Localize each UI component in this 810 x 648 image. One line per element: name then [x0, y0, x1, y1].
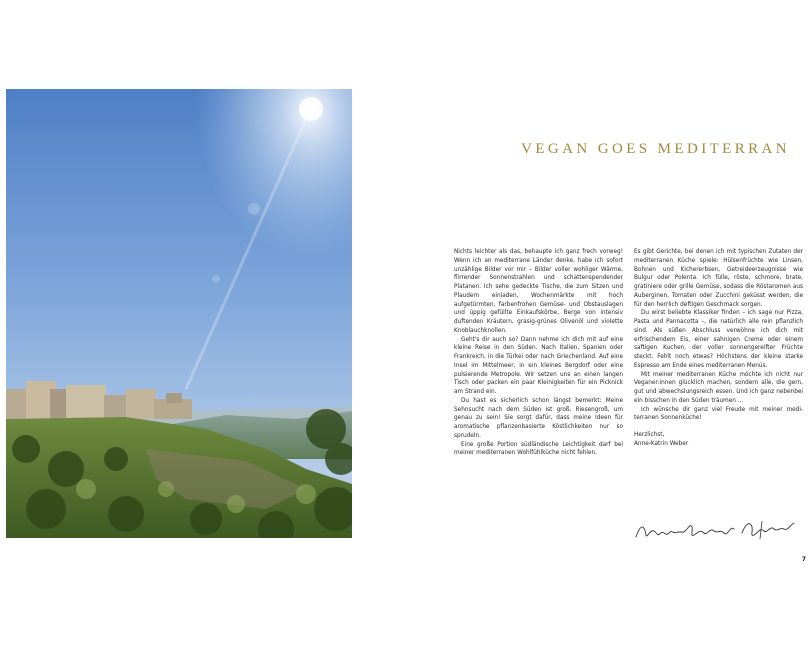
paragraph: Du hast es sicherlich schon längst bemerkt: Meine Sehnsucht nach dem Süden ist groß. Riesengroß, um genau zu sein! Sie sorgt dafür, dass meine Ideen für aromatische pflanzenbasierte Köstlichkeiten nur so sprudeln. — [454, 397, 623, 439]
page-title: VEGAN GOES MEDITERRAN — [521, 141, 790, 157]
paragraph: Mit meiner mediterranen Küche möchte ich nicht nur Veganer:innen glücklich machen, sondern alle, die gern, gut und abwechslungsreich essen. Und ich ganz nebenbei ein bisschen in den Süden träumen … — [634, 371, 803, 404]
paragraph: Ich wünsche dir ganz viel Freude mit meiner mediterranen Sonnenküche! — [634, 406, 803, 422]
paragraph: Du wirst beliebte Klassiker finden – ich sage nur Pizza, Pasta und Pannacotta –, die natürlich alle rein pflanzlich sind. Als süßen Abschluss verwöhne ich dich mit erfrischendem Eis, einer sahnigen Creme oder einem saftigen Kuchen, der voller sonnengereifter Früchte steckt. Fehlt noch etwas? Höchstens der kleine starke Espresso am Ende eines mediterranen Menüs. — [634, 310, 803, 369]
paragraph: Es gibt Gerichte, bei denen ich mit typischen Zutaten der mediterranen Küche spiele: Hülsenfrüchte wie Linsen, Bohnen und Kichererbsen, Getreideerzeugnisse wie Bulgur oder Polenta. Ich fülle, röste, schmore, brate, gratiniere oder grille Gemüse, sodass die Röstaromen aus Auberginen, Tomaten oder Zucchini geküsst werden, die für den herrlich deftigen Geschmack sorgen. — [634, 249, 803, 308]
text-column-right — [634, 248, 803, 449]
handwritten-signature — [634, 515, 800, 545]
closing-greeting: Herzlichst, — [634, 432, 665, 438]
landscape-photo — [6, 89, 352, 538]
author-name: Anne-Katrin Weber — [634, 440, 689, 447]
paragraph: Nichts leichter als das, behaupte ich ganz frech vorweg! Wenn ich an mediterrane Länder denke, habe ich sofort unzählige Bilder vor mir – Bilder voller wohliger Wärme, flirrender Sonnenstrahlen und schattenspendender Platanen. Ich sehe gedeckte Tische, die zum Sitzen und Plaudern einladen, Wochenmärkte mit hoch aufgetürmten, farbenfrohen Gemüse- und Obstauslagen und üppig gefüllte Einkaufskörbe, Berge von intensiv duftenden Kräutern, grasig-grünes Olivenöl und violette Knoblauchknollen. — [454, 249, 623, 334]
paragraph: Geht's dir auch so? Dann nehme ich dich mit auf eine kleine Reise in den Süden. Nach Italien, Spanien oder Frankreich, in die Türkei oder nach Griechenland. Auf eine Insel im Mittelmeer, in ein kleines Bergdorf oder eine pulsierende Metropole. Wir setzen uns an einen langen Tisch oder packen ein paar Kleinigkeiten für ein Picknick am Strand ein. — [454, 336, 623, 395]
page-number: 7 — [801, 556, 806, 563]
text-column-left — [454, 248, 623, 458]
paragraph: Eine große Portion südländische Leichtigkeit darf bei meiner mediterranen Wohlfühlküche nicht fehlen. — [454, 441, 623, 457]
